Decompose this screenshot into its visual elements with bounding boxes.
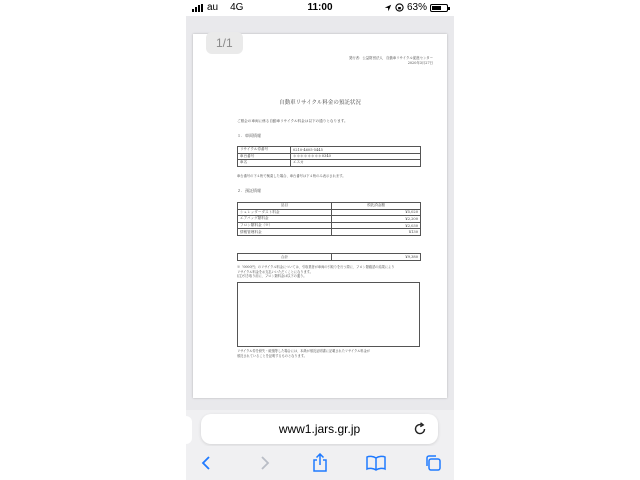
vehicle-info-value: ＊＊＊＊＊＊＊＊0340 (291, 153, 421, 160)
fee-amount: ¥130 (332, 229, 421, 236)
footer-note (237, 349, 421, 358)
network-label: 4G (230, 2, 244, 13)
fee-header-item: 品目 (238, 203, 332, 210)
document-title: 自動車リサイクル料金の預託状況 (279, 100, 361, 106)
vehicle-info-label: 車台番号 (238, 153, 291, 160)
fee-item: エアバッグ類料金 (238, 216, 332, 223)
remarks-box (237, 282, 420, 347)
fee-header-amount: 預託済金額 (332, 203, 421, 210)
table-row (238, 229, 421, 236)
page-indicator: 1/1 (206, 32, 243, 54)
book-icon (366, 455, 386, 471)
fee-note-line: ※「0000円」のリサイクル料金については、引取業者が車両の引取りを行う際に、フロン類確認の結果により (237, 265, 395, 269)
fee-table-header (238, 203, 421, 210)
fee-item: 情報管理料金 (238, 229, 332, 236)
reload-icon[interactable] (412, 421, 428, 437)
total-row (238, 254, 421, 261)
forward-button[interactable] (253, 452, 275, 474)
section-deposit-heading: ２．預託情報 (237, 188, 261, 193)
footer-line: リサイクル券を紛失・破損等した場合には、本紙が預託証明書に記載されたリサイクル料金が (237, 349, 370, 353)
tabs-icon (424, 454, 442, 472)
fee-item: シュレッダーダスト料金 (238, 209, 332, 216)
status-right (384, 2, 448, 13)
table-row (238, 147, 421, 154)
intro-text: ご照会の車両に係る自動車リサイクル料金は以下の通りとなります。 (237, 119, 348, 123)
vehicle-note: 車台番号の下４桁で検索した場合、車台番号は下４桁のみ表示されます。 (237, 174, 346, 178)
battery-icon (430, 4, 448, 12)
table-row (238, 160, 421, 167)
footer-line: 預託されていることを証明するものとなります。 (237, 353, 307, 358)
location-arrow-icon (384, 4, 392, 12)
carrier-label: au (207, 2, 219, 13)
vehicle-info-value: エスカ (291, 160, 421, 167)
phone-screen (186, 0, 454, 480)
fee-item: フロン類料金（※） (238, 222, 332, 229)
share-button[interactable] (309, 452, 331, 474)
vehicle-info-table (237, 146, 421, 167)
vehicle-info-label: 車名 (238, 160, 291, 167)
status-bar (186, 0, 454, 16)
chevron-right-icon (257, 455, 271, 471)
table-row (238, 209, 421, 216)
status-time: 11:00 (307, 2, 333, 13)
fee-note (237, 265, 421, 279)
fee-amount: ¥5,020 (332, 209, 421, 216)
url-text[interactable]: www1.jars.gr.jp (278, 422, 361, 436)
issuer-block (349, 56, 433, 66)
total-label: 合計 (238, 254, 332, 261)
total-table (237, 253, 421, 261)
previous-tab-edge[interactable] (186, 416, 192, 444)
issue-date: 2020年3月27日 (407, 61, 433, 65)
table-row (238, 153, 421, 160)
chevron-left-icon (200, 455, 214, 471)
section-vehicle-heading: １．車両情報 (237, 133, 261, 138)
fee-amount: ¥2,200 (332, 216, 421, 223)
battery-percent: 63% (406, 2, 427, 13)
table-row (238, 222, 421, 229)
pdf-page (193, 34, 447, 398)
fee-note-line: (注)引き取り前に、フロン類料金は以下の通り。 (237, 274, 307, 279)
back-button[interactable] (196, 452, 218, 474)
fee-note-line: リサイクル料金をお支払いいただくことになります。 (237, 269, 313, 274)
vehicle-info-label: リサイクル券番号 (238, 147, 291, 154)
fee-amount: ¥2,030 (332, 222, 421, 229)
rotation-lock-icon (395, 3, 404, 12)
total-amount: ¥9,380 (332, 254, 421, 261)
bookmarks-button[interactable] (365, 452, 387, 474)
issuer-name: 発行者：公益財団法人 自動車リサイクル促進センター (348, 56, 433, 60)
share-icon (311, 453, 329, 473)
table-row (238, 216, 421, 223)
browser-toolbar (186, 446, 454, 480)
tabs-button[interactable] (422, 452, 444, 474)
pdf-viewer[interactable] (186, 16, 454, 410)
address-bar-area (186, 410, 454, 446)
vehicle-info-value: 0210-4605-5445 (291, 147, 421, 154)
fee-table (237, 202, 421, 236)
address-bar[interactable] (201, 414, 438, 444)
